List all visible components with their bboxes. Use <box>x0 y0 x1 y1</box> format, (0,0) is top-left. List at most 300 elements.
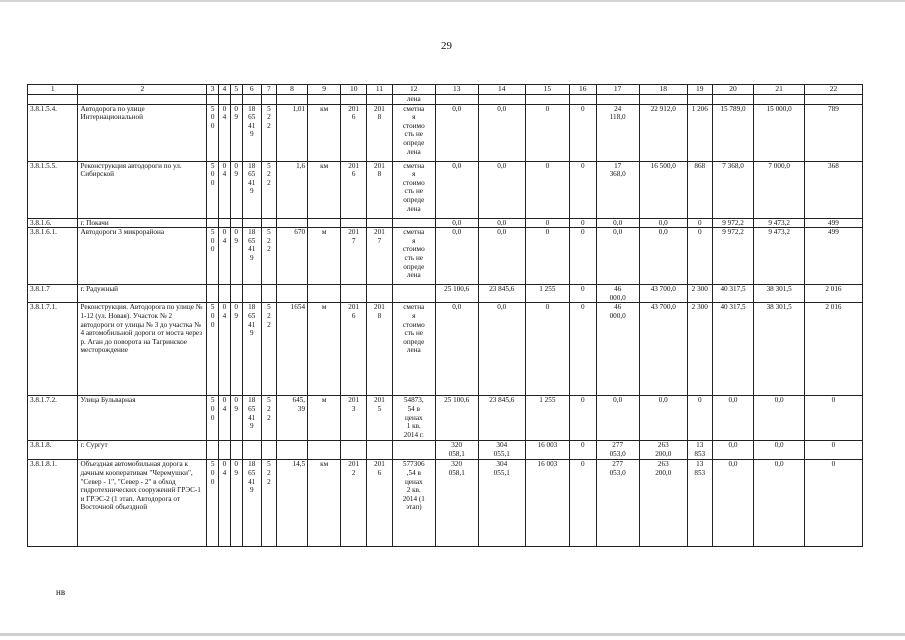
table-cell <box>308 104 341 161</box>
table-cell <box>341 441 367 460</box>
table-cell <box>804 218 862 228</box>
table-cell <box>308 303 341 396</box>
cell-text: км <box>320 460 329 469</box>
table-cell <box>639 94 687 104</box>
table-cell <box>754 228 804 285</box>
cell-text: 0 9 <box>234 303 238 320</box>
cell-text: 670 <box>294 228 306 237</box>
table-cell <box>525 285 569 303</box>
cell-text: 14,5 <box>292 460 306 469</box>
cell-text: 0 4 <box>222 396 227 413</box>
table-cell <box>478 94 525 104</box>
cell-text: 15 000,0 <box>766 104 792 113</box>
header-cell: 9 <box>308 85 341 95</box>
table-cell <box>242 104 261 161</box>
cell-text: 16 003 <box>537 460 558 469</box>
table-cell <box>207 396 219 441</box>
cell-text: 0 <box>580 460 585 469</box>
table-cell <box>341 104 367 161</box>
table-cell <box>392 94 435 104</box>
header-cell: 3 <box>207 85 219 95</box>
table-cell <box>78 396 207 441</box>
table-cell <box>687 441 712 460</box>
cell-text: 7 000,0 <box>768 161 790 170</box>
cell-text: 0,0 <box>452 104 462 113</box>
table-cell <box>341 460 367 547</box>
table-cell <box>367 303 393 396</box>
table-cell <box>478 161 525 218</box>
cell-text: 18 65 41 9 <box>248 303 256 338</box>
table-cell <box>28 161 78 218</box>
table-cell <box>754 104 804 161</box>
table-cell <box>687 161 712 218</box>
cell-text: 789 <box>828 104 839 113</box>
table-cell <box>754 218 804 228</box>
cell-text: 3.8.1.5.5. <box>30 161 57 170</box>
table-cell <box>242 94 261 104</box>
cell-text: 5 0 0 <box>210 460 215 486</box>
table-cell <box>687 285 712 303</box>
cell-text: 0,0 <box>658 228 668 237</box>
cell-text: 201 5 <box>374 396 385 413</box>
table-cell <box>28 396 78 441</box>
cell-text: 0,0 <box>774 396 784 405</box>
header-cell: 5 <box>230 85 242 95</box>
table-cell <box>478 441 525 460</box>
table-cell <box>261 285 276 303</box>
table-cell <box>754 303 804 396</box>
cell-text: 2 300 <box>691 285 708 294</box>
table-cell <box>435 94 478 104</box>
footer-mark: нв <box>56 587 66 597</box>
cell-text: 0,0 <box>452 228 462 237</box>
cell-text: 0 9 <box>234 104 238 122</box>
header-cell: 19 <box>687 85 712 95</box>
table-cell <box>569 94 596 104</box>
table-cell <box>392 161 435 218</box>
table-cell <box>687 396 712 441</box>
table-cell <box>308 94 341 104</box>
table-cell <box>276 396 307 441</box>
table-cell <box>219 303 231 396</box>
table-cell <box>276 441 307 460</box>
cell-text: 0 <box>545 104 550 113</box>
table-cell <box>804 396 862 441</box>
table-cell <box>712 94 754 104</box>
table-cell <box>392 218 435 228</box>
cell-text: 5 2 2 <box>267 396 271 422</box>
table-cell <box>207 94 219 104</box>
table-cell <box>78 228 207 285</box>
table-cell <box>712 228 754 285</box>
table-cell <box>28 228 78 285</box>
cell-text: 0 <box>697 396 702 405</box>
table-cell <box>639 303 687 396</box>
table-cell <box>78 94 207 104</box>
cell-text: 3.8.1.7.1. <box>30 303 57 312</box>
cell-text: 9 473,2 <box>768 218 790 227</box>
table-cell <box>261 460 276 547</box>
header-row <box>28 85 863 95</box>
table-cell <box>478 460 525 547</box>
cell-text: 16 500,0 <box>650 161 676 170</box>
cell-text: 201 8 <box>374 104 385 122</box>
table-cell <box>639 441 687 460</box>
cell-text: 0,0 <box>497 161 507 170</box>
cell-text: 5 2 2 <box>267 228 271 254</box>
cell-text: м <box>321 396 327 405</box>
table-cell <box>639 218 687 228</box>
table-row <box>28 104 863 161</box>
table-cell <box>569 303 596 396</box>
table-cell <box>569 460 596 547</box>
cell-text: лена <box>406 94 421 103</box>
table-cell <box>341 396 367 441</box>
table-cell <box>207 460 219 547</box>
cell-text: 0,0 <box>452 218 462 227</box>
table-cell <box>28 218 78 228</box>
table-cell <box>525 228 569 285</box>
cell-text: 1,01 <box>292 104 306 113</box>
cell-text: 0 <box>545 218 550 227</box>
table-cell <box>478 285 525 303</box>
table-cell <box>276 218 307 228</box>
table-cell <box>712 161 754 218</box>
table-cell <box>804 303 862 396</box>
table-cell <box>596 303 639 396</box>
header-cell: 13 <box>435 85 478 95</box>
table-cell <box>525 104 569 161</box>
cell-text: 0 <box>831 396 836 405</box>
cell-text: 201 7 <box>374 228 385 245</box>
table-cell <box>28 441 78 460</box>
table-cell <box>478 396 525 441</box>
table-cell <box>569 104 596 161</box>
cell-text: 38 301,5 <box>766 285 792 294</box>
table-cell <box>754 161 804 218</box>
table-cell <box>392 441 435 460</box>
table-cell <box>639 104 687 161</box>
header-cell: 2 <box>78 85 207 95</box>
table-cell <box>308 396 341 441</box>
cell-text: 3.8.1.8. <box>30 441 52 450</box>
table-cell <box>639 285 687 303</box>
scan-edge-top <box>0 0 905 2</box>
table-cell <box>712 218 754 228</box>
table-row <box>28 228 863 285</box>
cell-text: 7 368,0 <box>722 161 744 170</box>
cell-text: 23 845,6 <box>489 285 515 294</box>
table-cell <box>687 218 712 228</box>
header-cell: 22 <box>804 85 862 95</box>
table-row <box>28 94 863 104</box>
cell-text: 0,0 <box>774 441 784 450</box>
cell-text: 9 972,2 <box>722 228 744 237</box>
cell-text: 1 206 <box>691 104 708 113</box>
table-cell <box>367 161 393 218</box>
table-cell <box>712 441 754 460</box>
table-cell <box>261 104 276 161</box>
table-cell <box>230 460 242 547</box>
cell-text: 0 9 <box>234 396 238 413</box>
table-cell <box>435 303 478 396</box>
table-cell <box>219 396 231 441</box>
table-cell <box>525 441 569 460</box>
cell-text: 0 <box>580 161 585 170</box>
table-cell <box>308 285 341 303</box>
table-cell <box>596 218 639 228</box>
table-cell <box>308 441 341 460</box>
header-cell: 14 <box>478 85 525 95</box>
cell-text: Автодорога по улице Интернациональной <box>80 104 145 122</box>
cell-text: 5 0 0 <box>210 396 215 422</box>
cell-text: 0 4 <box>222 161 227 179</box>
cell-text: 22 912,0 <box>650 104 676 113</box>
table-cell <box>569 228 596 285</box>
table-cell <box>478 303 525 396</box>
cell-text: 0 <box>580 104 585 113</box>
cell-text: 38 301,5 <box>766 303 792 312</box>
cell-text: 201 8 <box>374 161 385 179</box>
cell-text: 0 <box>697 218 702 227</box>
table-cell <box>341 218 367 228</box>
table-cell <box>207 228 219 285</box>
table-cell <box>261 161 276 218</box>
table-cell <box>207 161 219 218</box>
table-cell <box>687 228 712 285</box>
table-cell <box>687 303 712 396</box>
table-cell <box>219 94 231 104</box>
table-cell <box>804 285 862 303</box>
cell-text: 263 200,0 <box>655 441 672 458</box>
table-cell <box>435 460 478 547</box>
cell-text: 13 853 <box>694 460 706 477</box>
table-cell <box>230 303 242 396</box>
table-cell <box>596 161 639 218</box>
table-cell <box>804 228 862 285</box>
table-cell <box>308 218 341 228</box>
table-cell <box>804 460 862 547</box>
table-cell <box>242 218 261 228</box>
table-cell <box>28 94 78 104</box>
cell-text: 263 200,0 <box>655 460 672 477</box>
table-cell <box>392 104 435 161</box>
table-cell <box>242 441 261 460</box>
investment-table <box>27 84 863 547</box>
header-cell: 4 <box>219 85 231 95</box>
header-cell: 15 <box>525 85 569 95</box>
cell-text: 499 <box>828 228 839 237</box>
table-cell <box>478 228 525 285</box>
table-cell <box>754 285 804 303</box>
cell-text: 0 <box>831 460 836 469</box>
cell-text: 0 <box>580 228 585 237</box>
table-cell <box>78 303 207 396</box>
cell-text: 2 016 <box>825 285 842 294</box>
cell-text: 18 65 41 9 <box>248 396 256 431</box>
table-cell <box>596 104 639 161</box>
table-cell <box>207 303 219 396</box>
table-row <box>28 218 863 228</box>
header-cell: 1 <box>28 85 78 95</box>
cell-text: 0 4 <box>222 228 227 245</box>
header-cell: 6 <box>242 85 261 95</box>
cell-text: 17 368,0 <box>609 161 626 179</box>
table-cell <box>804 161 862 218</box>
table-cell <box>367 94 393 104</box>
table-cell <box>392 303 435 396</box>
table-cell <box>754 460 804 547</box>
table-cell <box>687 104 712 161</box>
table-cell <box>435 161 478 218</box>
table-cell <box>230 161 242 218</box>
header-cell: 12 <box>392 85 435 95</box>
table-cell <box>242 303 261 396</box>
table-cell <box>341 94 367 104</box>
cell-text: сметна я стоимо сть не опреде лена <box>402 104 425 156</box>
table-cell <box>276 460 307 547</box>
table-cell <box>261 441 276 460</box>
cell-text: 5 2 2 <box>267 303 271 329</box>
cell-text: 1654 <box>290 303 306 312</box>
cell-text: 3.8.1.7 <box>30 285 50 294</box>
table-cell <box>219 228 231 285</box>
cell-text: 0 <box>580 303 585 312</box>
cell-text: 9 473,2 <box>768 228 790 237</box>
table-cell <box>276 94 307 104</box>
cell-text: 0,0 <box>728 396 738 405</box>
table-cell <box>308 460 341 547</box>
table-cell <box>525 161 569 218</box>
table-cell <box>261 94 276 104</box>
table-cell <box>435 441 478 460</box>
cell-text: 0 <box>697 228 702 237</box>
table-cell <box>276 285 307 303</box>
cell-text: 1 255 <box>539 285 556 294</box>
cell-text: сметна я стоимо сть не опреде лена <box>402 303 425 355</box>
cell-text: 3.8.1.7.2. <box>30 396 57 405</box>
cell-text: 0 4 <box>222 460 227 477</box>
table-cell <box>596 396 639 441</box>
table-cell <box>712 460 754 547</box>
cell-text: 201 8 <box>374 303 385 320</box>
table-cell <box>219 441 231 460</box>
table-cell <box>242 460 261 547</box>
cell-text: 868 <box>694 161 706 170</box>
cell-text: 0,0 <box>452 161 462 170</box>
table-cell <box>639 228 687 285</box>
header-cell: 8 <box>276 85 307 95</box>
table-cell <box>207 285 219 303</box>
table-cell <box>28 285 78 303</box>
cell-text: 5 0 0 <box>210 104 215 130</box>
cell-text: 0,0 <box>613 228 623 237</box>
cell-text: 645, 39 <box>292 396 306 413</box>
cell-text: 5 0 0 <box>210 228 215 254</box>
cell-text: 0 <box>580 441 585 450</box>
table-cell <box>341 161 367 218</box>
table-cell <box>230 228 242 285</box>
table-cell <box>219 104 231 161</box>
cell-text: 320 058,1 <box>448 441 465 458</box>
cell-text: 0 9 <box>234 228 238 245</box>
cell-text: 46 000,0 <box>609 285 626 302</box>
table-cell <box>230 396 242 441</box>
table-cell <box>525 396 569 441</box>
table-cell <box>230 285 242 303</box>
cell-text: 201 7 <box>348 228 360 245</box>
table-row <box>28 303 863 396</box>
table-cell <box>28 460 78 547</box>
table-cell <box>804 94 862 104</box>
table-cell <box>78 285 207 303</box>
cell-text: 15 789,0 <box>720 104 746 113</box>
table-cell <box>525 460 569 547</box>
table-row <box>28 460 863 547</box>
table-cell <box>219 460 231 547</box>
table-cell <box>712 303 754 396</box>
table-cell <box>392 396 435 441</box>
table-cell <box>367 285 393 303</box>
table-cell <box>569 218 596 228</box>
page-number: 29 <box>441 40 452 52</box>
cell-text: 9 972,2 <box>722 218 744 227</box>
cell-text: 0,0 <box>658 218 668 227</box>
cell-text: 304 055,1 <box>493 460 510 477</box>
table-cell <box>804 104 862 161</box>
cell-text: 277 053,0 <box>609 460 626 477</box>
cell-text: 18 65 41 9 <box>248 104 256 139</box>
cell-text: 0 <box>580 396 585 405</box>
cell-text: км <box>320 104 329 113</box>
table-cell <box>367 218 393 228</box>
cell-text: Объездная автомобильная дорога к дачным кооперативам "Черемушки", "Север - 1", "Север - 2" в обход гидротехнических сооружений ГРЭС-1 и ГРЭС-2 (1 этап. Автодорога от Восточной объездной <box>80 460 201 512</box>
cell-text: 1 255 <box>539 396 556 405</box>
table-cell <box>687 94 712 104</box>
header-cell: 20 <box>712 85 754 95</box>
table-cell <box>276 228 307 285</box>
table-cell <box>639 460 687 547</box>
table-cell <box>242 161 261 218</box>
cell-text: 0,0 <box>728 460 738 469</box>
table-cell <box>569 161 596 218</box>
cell-text: м <box>321 228 327 237</box>
table-cell <box>754 396 804 441</box>
cell-text: 201 6 <box>374 460 385 477</box>
header-cell: 18 <box>639 85 687 95</box>
table-cell <box>230 104 242 161</box>
cell-text: 43 700,0 <box>650 303 676 312</box>
table-cell <box>242 228 261 285</box>
table-cell <box>712 396 754 441</box>
table-cell <box>392 460 435 547</box>
cell-text: Улица Бульварная <box>80 396 136 405</box>
cell-text: 5 0 0 <box>210 303 215 329</box>
cell-text: 0,0 <box>452 303 462 312</box>
table-cell <box>435 218 478 228</box>
table-cell <box>367 228 393 285</box>
cell-text: 0,0 <box>497 104 507 113</box>
table-cell <box>341 285 367 303</box>
cell-text: 5 2 2 <box>267 161 271 187</box>
table-cell <box>435 396 478 441</box>
table-cell <box>242 396 261 441</box>
table-cell <box>78 161 207 218</box>
cell-text: г. Покачи <box>80 218 109 227</box>
cell-text: 368 <box>828 161 839 170</box>
table-cell <box>276 104 307 161</box>
cell-text: 16 003 <box>537 441 558 450</box>
